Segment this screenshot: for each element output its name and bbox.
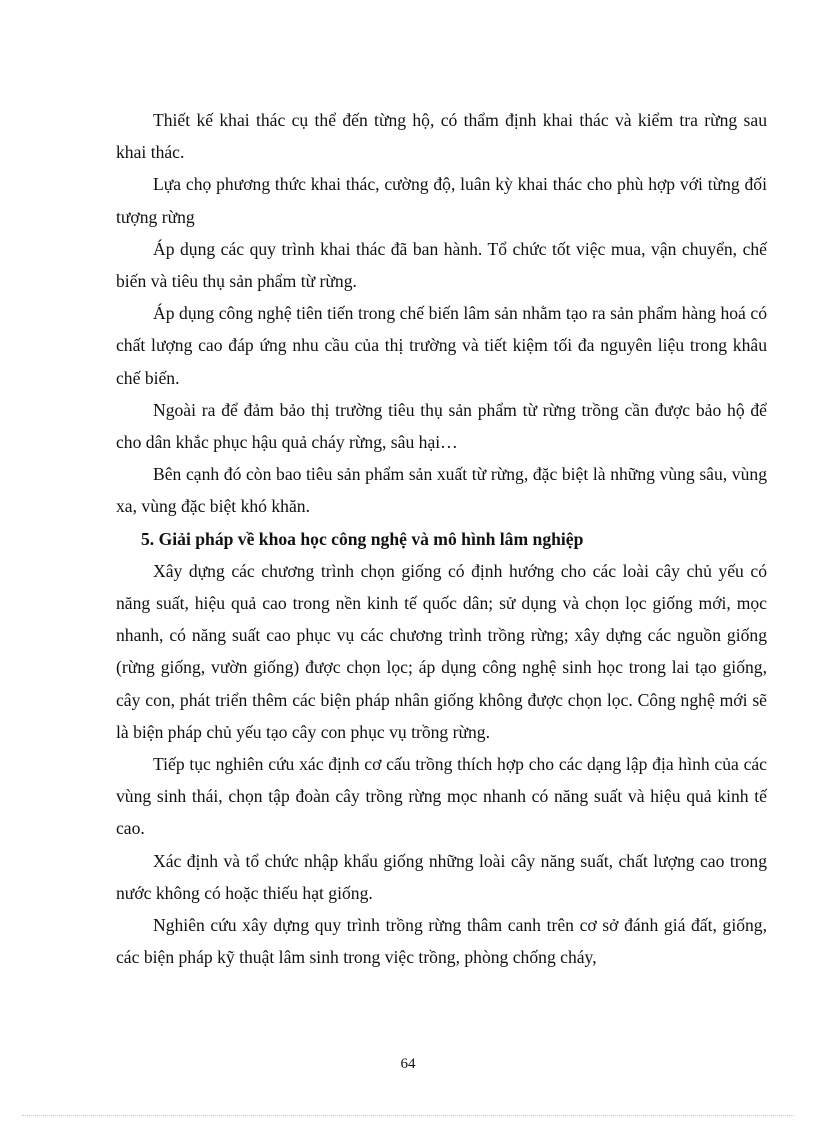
page-number: 64	[400, 1056, 416, 1072]
paragraph: Ngoài ra để đảm bảo thị trường tiêu thụ sản phẩm từ rừng trồng cần được bảo hộ để cho dân khắc phục hậu quả cháy rừng, sâu hại…	[116, 399, 767, 453]
paragraph: Nghiên cứu xây dựng quy trình trồng rừng thâm canh trên cơ sở đánh giá đất, giống, các biện pháp kỹ thuật lâm sinh trong việc trồng, phòng chống cháy,	[116, 915, 767, 968]
section-heading: 5. Giải pháp về khoa học công nghệ và mô hình lâm nghiệp	[141, 528, 584, 549]
paragraph: Áp dụng công nghệ tiên tiến trong chế biến lâm sản nhằm tạo ra sản phẩm hàng hoá có chất lượng cao đáp ứng nhu cầu của thị trường và tiết kiệm tối đa nguyên liệu trong khâu chế biến.	[116, 303, 767, 388]
paragraph: Lựa chọ phương thức khai thác, cường độ, luân kỳ khai thác cho phù hợp với từng đối tượng rừng	[116, 174, 767, 227]
page-body	[116, 104, 767, 973]
page-bottom-divider	[22, 1115, 794, 1116]
paragraph: Tiếp tục nghiên cứu xác định cơ cấu trồng thích hợp cho các dạng lập địa hình của các vùng sinh thái, chọn tập đoàn cây trồng rừng mọc nhanh có năng suất và hiệu quả kinh tế cao.	[116, 754, 767, 839]
paragraph: Xác định và tổ chức nhập khẩu giống những loài cây năng suất, chất lượng cao trong nước không có hoặc thiếu hạt giống.	[116, 850, 767, 903]
paragraph: Xây dựng các chương trình chọn giống có định hướng cho các loài cây chủ yếu có năng suất, hiệu quả cao trong nền kinh tế quốc dân; sử dụng và chọn lọc giống mới, mọc nhanh, có năng suất cao phục vụ các chương trình trồng rừng; xây dựng các nguồn giống (rừng giống, vườn giống) được chọn lọc; áp dụng công nghệ sinh học trong lai tạo giống, cây con, phát triển thêm các biện pháp nhân giống không được chọn lọc. Công nghệ mới sẽ là biện pháp chủ yếu tạo cây con phục vụ trồng rừng.	[116, 560, 767, 742]
paragraph: Bên cạnh đó còn bao tiêu sản phẩm sản xuất từ rừng, đặc biệt là những vùng sâu, vùng xa, vùng đặc biệt khó khăn.	[116, 464, 767, 517]
paragraph: Thiết kế khai thác cụ thể đến từng hộ, có thẩm định khai thác và kiểm tra rừng sau khai thác.	[116, 110, 767, 163]
paragraph: Áp dụng các quy trình khai thác đã ban hành. Tổ chức tốt việc mua, vận chuyển, chế biến và tiêu thụ sản phẩm từ rừng.	[116, 238, 767, 292]
